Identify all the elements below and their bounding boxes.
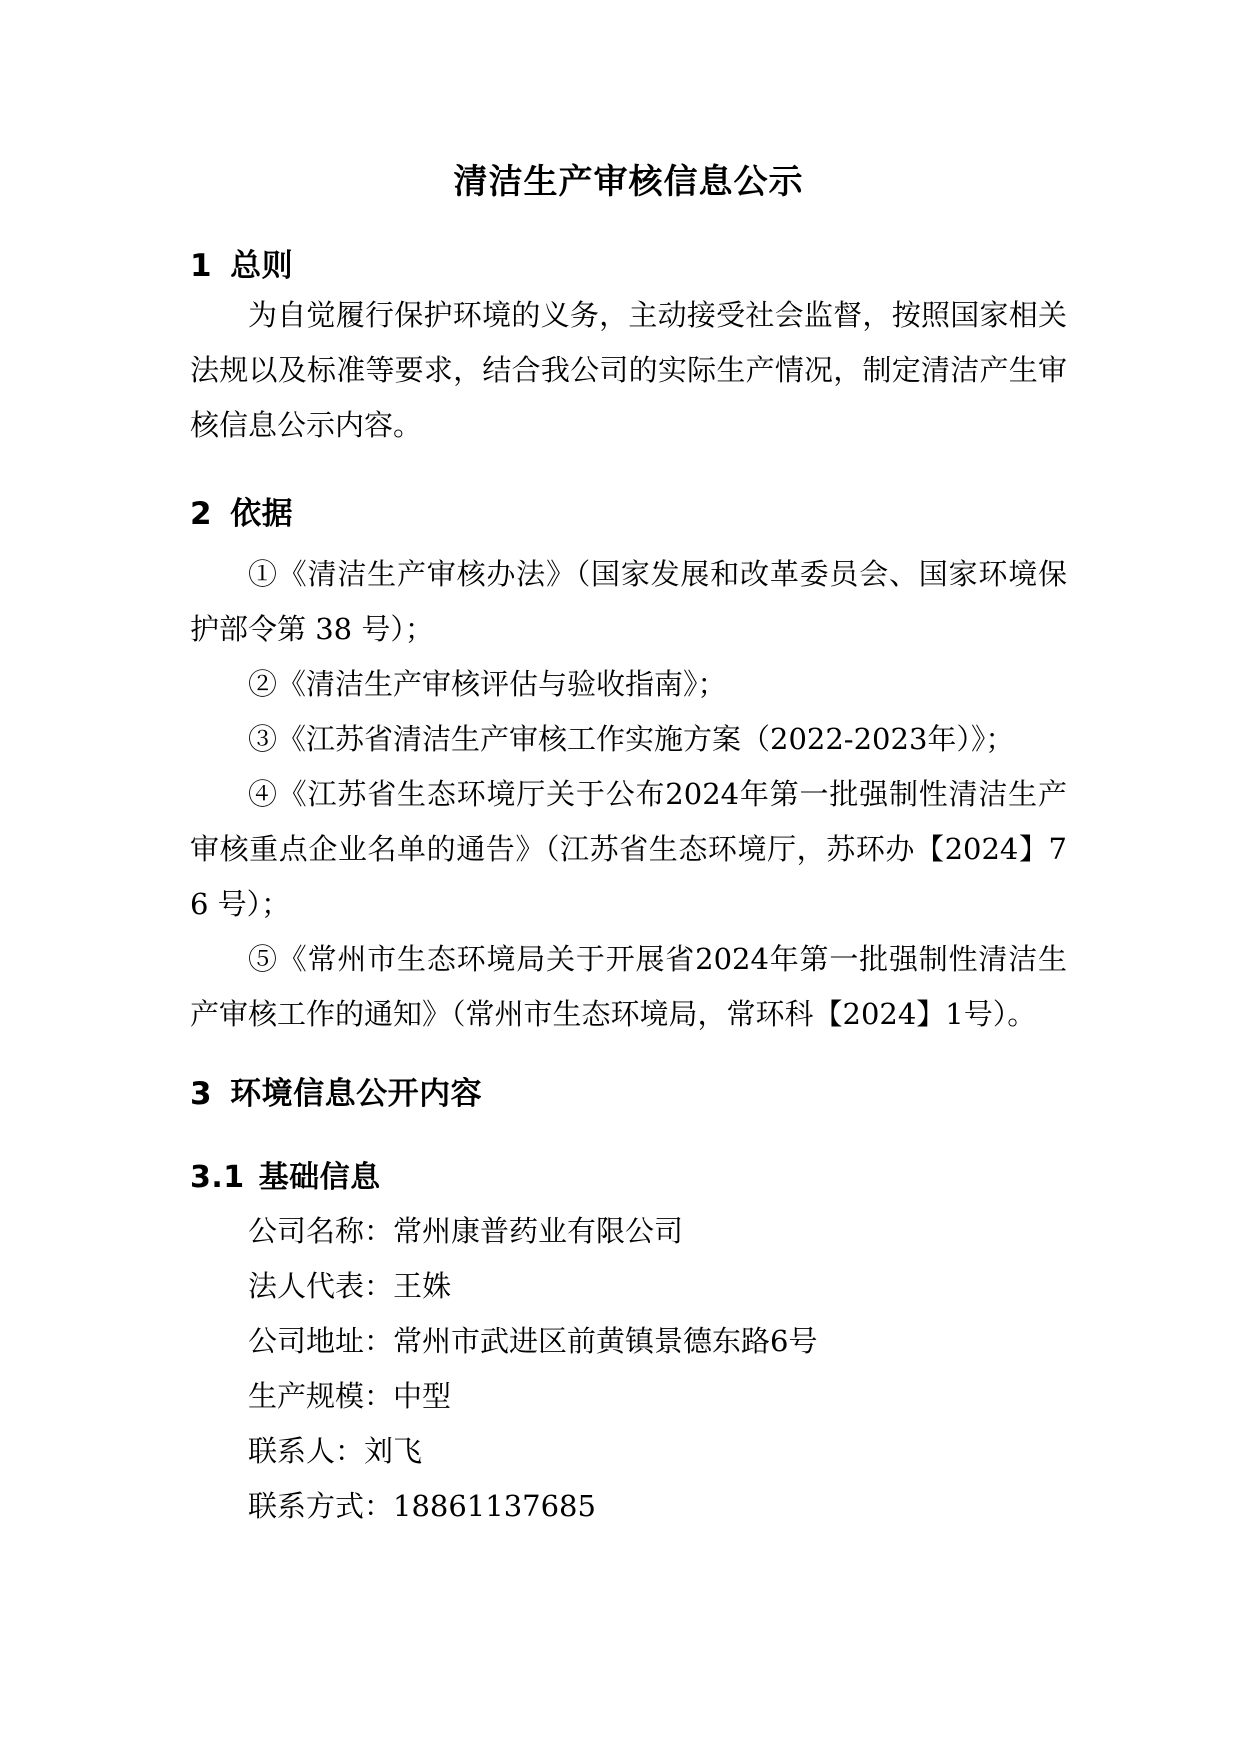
general-paragraph: 为自觉履行保护环境的义务，主动接受社会监督，按照国家相关法规以及标准等要求，结合我公司的实际生产情况，制定清洁产生审核信息公示内容。	[190, 298, 1067, 442]
section-2-title: 依据	[230, 496, 294, 532]
info-line-contact-phone: 联系方式：18861137685	[248, 1489, 596, 1523]
info-line-contact-person: 联系人：刘飞	[248, 1434, 423, 1468]
basis-item-5: ⑤《常州市生态环境局关于开展省2024年第一批强制性清洁生产审核工作的通知》（常州市生态环境局，常环科【2024】1号）。	[190, 942, 1067, 1031]
basis-item-2: ②《清洁生产审核评估与验收指南》；	[248, 667, 727, 701]
section-1-heading	[190, 248, 1067, 284]
section-3-1-heading	[190, 1160, 1067, 1196]
info-line-company-name: 公司名称：常州康普药业有限公司	[248, 1214, 684, 1248]
section-3-1-number: 3.1	[190, 1160, 245, 1195]
basic-info-list	[190, 1204, 1067, 1534]
section-3-title: 环境信息公开内容	[230, 1076, 483, 1112]
document-title: 清洁生产审核信息公示	[453, 162, 804, 202]
basis-item-1: ①《清洁生产审核办法》（国家发展和改革委员会、国家环境保护部令第 38 号）；	[190, 557, 1067, 646]
basis-item-4: ④《江苏省生态环境厅关于公布2024年第一批强制性清洁生产审核重点企业名单的通告》（江苏省生态环境厅，苏环办【2024】76 号）；	[190, 777, 1067, 921]
section-2-heading	[190, 496, 1067, 532]
section-2-number: 2	[190, 496, 213, 532]
info-line-production-scale: 生产规模：中型	[248, 1379, 452, 1413]
section-3-number: 3	[190, 1076, 213, 1112]
basis-item-3: ③《江苏省清洁生产审核工作实施方案（2022-2023年）》；	[248, 722, 1015, 756]
section-1-number: 1	[190, 248, 213, 284]
info-line-legal-representative: 法人代表：王姝	[248, 1269, 452, 1303]
section-3-heading	[190, 1076, 1067, 1112]
section-1-title: 总则	[230, 248, 294, 284]
section-3-1-title: 基础信息	[258, 1160, 381, 1195]
info-line-company-address: 公司地址：常州市武进区前黄镇景德东路6号	[248, 1324, 818, 1358]
